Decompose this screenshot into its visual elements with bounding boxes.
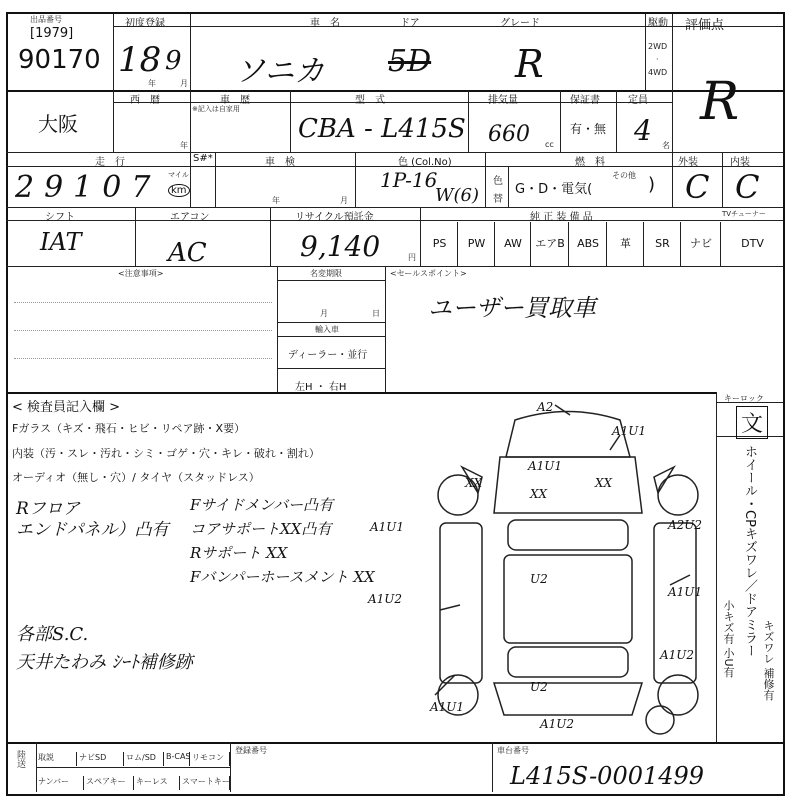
- footer-top-cell: 取説: [38, 752, 77, 766]
- damage-mark: U2: [530, 680, 548, 694]
- mile-label: マイル: [168, 171, 189, 179]
- year-bracket: [1979]: [30, 26, 74, 41]
- recycle-label: リサイクル預託金: [295, 212, 374, 223]
- rule-h: [277, 368, 385, 369]
- footer-bottom-cell: キーレス: [136, 776, 180, 790]
- side-vertical-1: ホイール・CPキズワレ／ドアミラー: [742, 445, 757, 657]
- inspector-title: < 検査員記入欄 >: [12, 400, 121, 415]
- year-unit: 年: [148, 79, 156, 88]
- equipment-item: エアB: [530, 222, 569, 266]
- year-unit-2: 年: [180, 141, 188, 150]
- inspection-label: 車 検: [265, 157, 295, 168]
- rule-h: [36, 767, 230, 768]
- hw-bottom-2: 天井たわみ ｼｰﾄ補修跡: [16, 652, 193, 673]
- rule-v: [135, 207, 136, 266]
- drive-sep: ·: [656, 55, 659, 64]
- damage-mark: A1U1: [528, 459, 563, 473]
- drive-2wd: 2WD: [648, 42, 668, 51]
- damage-mark: A1U2: [540, 717, 575, 731]
- inspection-month-unit: 月: [340, 196, 348, 205]
- first-reg-year: 18: [118, 40, 162, 80]
- dotted-line: [14, 302, 272, 303]
- capacity-unit: 名: [662, 141, 670, 150]
- fuel-options: G・D・電気(: [515, 182, 593, 197]
- hw-left-2: エンドパネル）凸有: [16, 520, 169, 540]
- first-reg-month: 9: [165, 46, 182, 76]
- name-change-day: 日: [372, 309, 380, 318]
- damage-mark: A1U1: [430, 700, 465, 714]
- rule-v: [270, 207, 271, 266]
- door-label: ドア: [400, 18, 420, 29]
- rule-h: [277, 322, 385, 323]
- car-name-label: 車 名: [310, 18, 340, 29]
- rule-h: [6, 220, 783, 221]
- rule-h: [277, 280, 385, 281]
- eval-score: R: [700, 72, 740, 132]
- mileage: 29107: [15, 170, 161, 205]
- shift: IAT: [40, 228, 82, 256]
- color-label: 色 (Col.No): [398, 157, 452, 168]
- hw-right-2: コアサポートXX凸有: [190, 520, 332, 538]
- rule-v: [560, 90, 561, 152]
- equipment-item: ABS: [568, 222, 607, 266]
- dotted-line: [14, 330, 272, 331]
- rule-v: [230, 742, 231, 792]
- yen: 円: [408, 253, 416, 262]
- fuel-label: 燃 料: [575, 157, 605, 168]
- car-roof: [504, 555, 632, 643]
- fuel-close: ): [648, 174, 656, 195]
- warranty-label: 保証書: [570, 95, 600, 106]
- hw-bottom-1: 各部S.C.: [16, 624, 89, 645]
- type-label: 型 式: [355, 95, 385, 106]
- damage-mark: A1U1: [668, 585, 703, 599]
- rule-v: [113, 14, 114, 152]
- dotted-line: [14, 358, 272, 359]
- damage-mark: A1U1: [612, 424, 647, 438]
- doors: 5D: [388, 44, 432, 79]
- damage-mark: A1U2: [368, 592, 403, 606]
- car-left-side: [440, 523, 482, 683]
- hw-right-4: Fバンパーホースメント XX: [190, 568, 375, 586]
- interior-label: 内装: [730, 157, 750, 168]
- side-vertical-2: 小キズ有 小U有: [722, 600, 735, 678]
- form-label: 出品番号: [30, 15, 62, 24]
- km-label: km: [168, 184, 190, 197]
- rule-row1: [6, 90, 783, 92]
- displacement-label: 排気量: [488, 95, 518, 106]
- rule-v: [672, 14, 673, 207]
- color-change-2: 替: [493, 194, 503, 205]
- tuner-label: TVチューナー: [722, 210, 766, 218]
- capacity-label: 定員: [628, 95, 648, 106]
- key-label: キーロック: [724, 394, 764, 403]
- car-trunk: [494, 683, 642, 715]
- grade: R: [515, 42, 544, 86]
- footer-top-cell: B-CAS: [166, 752, 190, 766]
- region: 大阪: [38, 112, 78, 136]
- inspection-year-unit: 年: [272, 196, 280, 205]
- equipment-item: PW: [457, 222, 495, 266]
- damage-mark: A2: [537, 400, 554, 414]
- car-hood: [494, 457, 642, 513]
- equipment-label: 純 正 装 備 品: [530, 212, 593, 223]
- rule-v: [616, 90, 617, 152]
- footer-top-cell: リモコン: [192, 752, 230, 766]
- side-vertical-3: キズワレ 補修有: [762, 620, 775, 701]
- smark-label: S#*: [193, 153, 213, 164]
- steering-label: 左H ・ 右H: [295, 382, 347, 393]
- damage-mark: XX: [465, 476, 483, 490]
- rule-v: [492, 742, 493, 792]
- equipment-item: SR: [643, 222, 681, 266]
- warranty-value: 有・無: [570, 122, 607, 136]
- damage-mark: XX: [530, 487, 548, 501]
- inspector-line3: オーディオ（無し・穴）/ タイヤ（スタッドレス）: [12, 471, 260, 484]
- history-label: 車 歴: [220, 95, 250, 106]
- footer-bottom-cell: スマートキー: [182, 776, 230, 790]
- inspector-line1: Fガラス（キズ・飛石・ヒビ・リペア跡・X要）: [12, 422, 246, 435]
- color-change-1: 色: [493, 176, 503, 187]
- rule-v: [385, 266, 386, 392]
- cc: cc: [545, 140, 554, 149]
- fuel-other: その他: [612, 171, 636, 180]
- hw-right-1: Fサイドメンバー凸有: [190, 496, 334, 514]
- chassis-number: L415S-0001499: [510, 762, 705, 790]
- key-value: 文: [736, 406, 768, 439]
- rule-row3: [6, 207, 783, 208]
- selling-text: ユーザー買取車: [428, 294, 596, 322]
- hw-right-3: Rサポート XX: [190, 544, 288, 562]
- equipment-item: 革: [606, 222, 644, 266]
- rule-h: [277, 336, 385, 337]
- month-unit: 月: [180, 79, 188, 88]
- west-label: 西 暦: [130, 95, 160, 106]
- rule-v: [215, 152, 216, 207]
- lot-number: 90170: [18, 45, 101, 75]
- damage-mark: A1U2: [660, 648, 695, 662]
- rule-h: [113, 26, 783, 27]
- model-code: CBA - L415S: [298, 114, 466, 144]
- rule-v: [722, 152, 723, 207]
- rule-v: [468, 90, 469, 152]
- equipment-item: PS: [420, 222, 458, 266]
- car-name: ソニカ: [235, 54, 325, 89]
- color-note: W(6): [435, 185, 479, 206]
- eval-label: 評価点: [685, 18, 725, 33]
- wheel-front-right: [658, 475, 698, 515]
- damage-mark: A2U2: [668, 518, 703, 532]
- name-change-label: 名変期限: [310, 269, 342, 278]
- rule-row4: [6, 266, 783, 267]
- rule-v: [508, 166, 509, 207]
- aircon-label: エアコン: [170, 212, 210, 223]
- name-change-month: 月: [320, 309, 328, 318]
- recycle-amount: 9,140: [300, 230, 381, 263]
- damage-mark: XX: [595, 476, 613, 490]
- rule-v: [355, 152, 356, 207]
- import-label: 輸入車: [315, 325, 339, 334]
- damage-mark: A1U1: [370, 520, 405, 534]
- rule-v: [716, 392, 717, 742]
- rule-v: [485, 152, 486, 207]
- wheel-rear-right: [658, 675, 698, 715]
- car-rear-window: [508, 647, 628, 677]
- caution-label: <注意事項>: [118, 269, 164, 278]
- color-code: 1P-16: [380, 168, 438, 192]
- hw-left-1: Rフロア: [16, 499, 80, 519]
- equipment-item: DTV: [720, 222, 784, 266]
- chassis-label: 車台番号: [497, 746, 529, 755]
- car-windshield: [508, 520, 628, 550]
- footer-top-cell: ロム/SD: [126, 752, 164, 766]
- history-note: ※記入は自家用: [192, 105, 240, 113]
- capacity: 4: [634, 114, 652, 147]
- equipment-item: ナビ: [680, 222, 721, 266]
- rule-inspector: [6, 392, 716, 394]
- dealer-label: ディーラー・並行: [288, 350, 368, 361]
- equipment-item: AW: [494, 222, 531, 266]
- reg-label: 登録番号: [235, 746, 267, 755]
- footer-bottom-cell: スペアキー: [86, 776, 134, 790]
- rule-footer: [6, 742, 783, 744]
- selling-label: <セールスポイント>: [390, 269, 467, 278]
- mileage-label: 走 行: [95, 157, 125, 168]
- exterior: C: [685, 168, 710, 206]
- transport-label: 陸送: [15, 750, 25, 768]
- inspector-line2: 内装（汚・スレ・汚れ・シミ・ゴゲ・穴・キレ・破れ・割れ）: [12, 447, 320, 460]
- footer-bottom-cell: ナンバー: [38, 776, 84, 790]
- first-reg-label: 初度登録: [125, 18, 165, 29]
- car-diagram: [420, 395, 715, 740]
- displacement: 660: [488, 122, 530, 147]
- rule-v: [277, 266, 278, 392]
- interior: C: [735, 168, 760, 206]
- shift-label: シフト: [45, 212, 75, 223]
- damage-mark: U2: [530, 572, 548, 586]
- rule-v: [190, 152, 191, 207]
- grade-label: グレード: [500, 18, 540, 29]
- drive-4wd: 4WD: [648, 68, 668, 77]
- drive-label: 駆動: [648, 18, 668, 29]
- footer-top-cell: ナビSD: [79, 752, 124, 766]
- rule-v: [290, 90, 291, 152]
- rule-v: [190, 90, 191, 152]
- exterior-label: 外装: [678, 157, 698, 168]
- aircon: AC: [168, 238, 207, 268]
- spare-wheel: [646, 706, 674, 734]
